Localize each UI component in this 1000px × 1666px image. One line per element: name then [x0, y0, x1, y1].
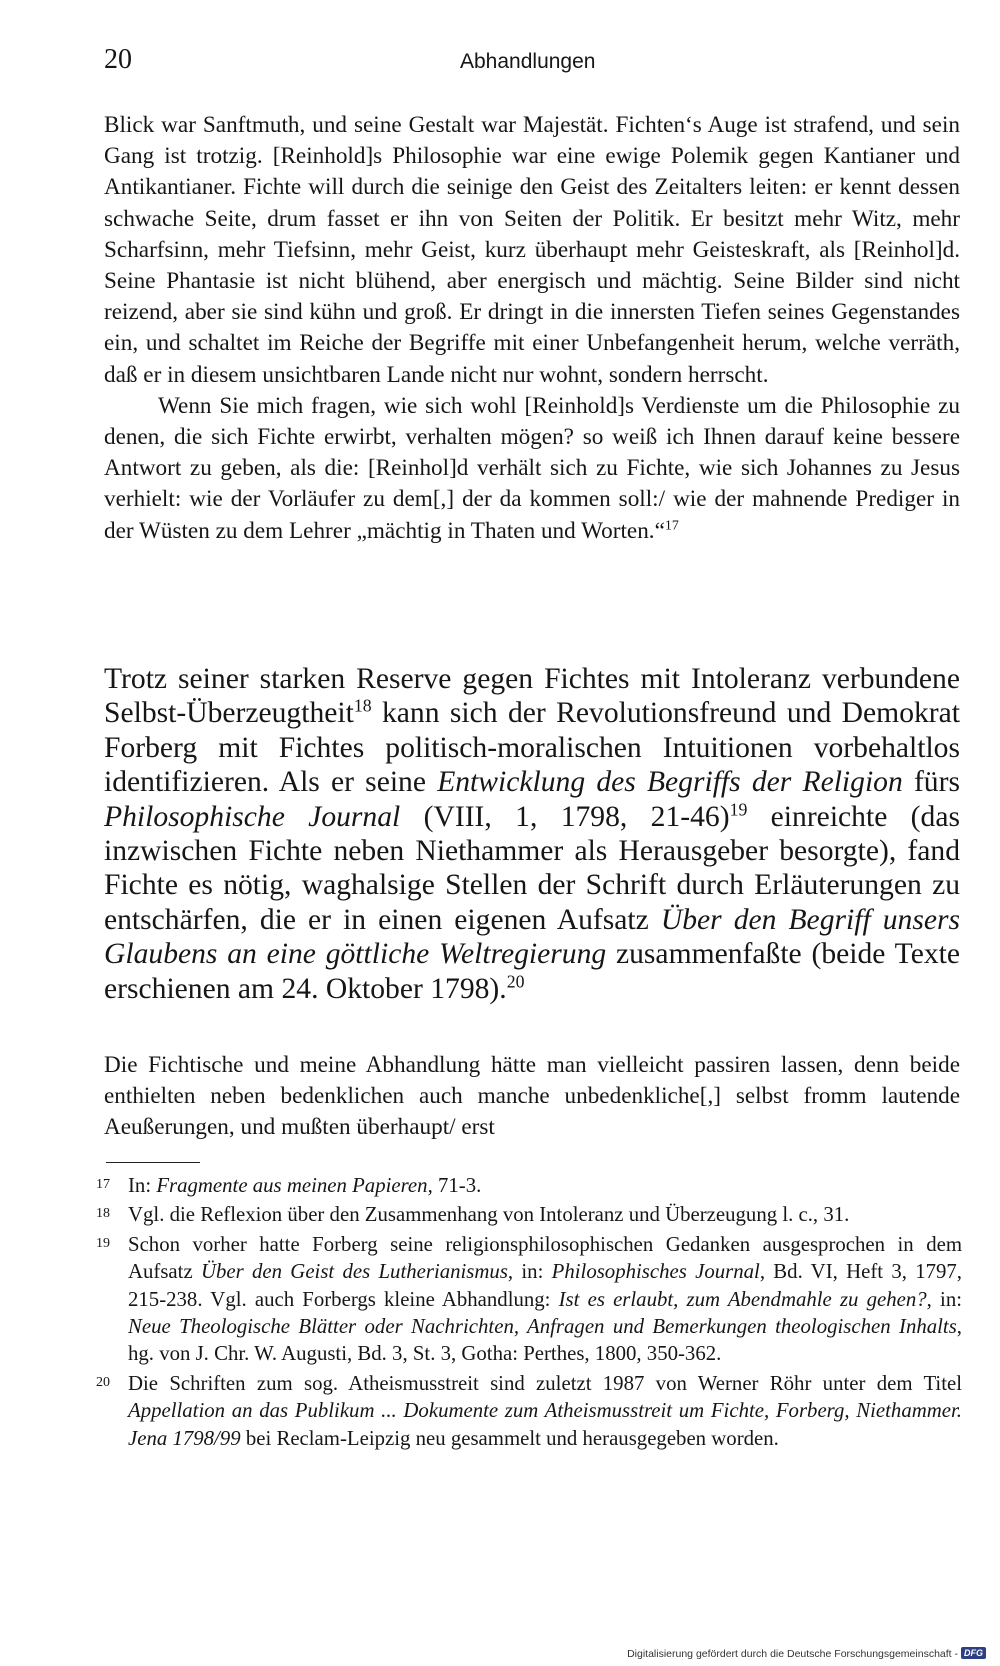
text-run: Vgl. die Reflexion über den Zusammenhang von Intoleranz und Überzeugung l. c., 31.: [128, 1203, 850, 1227]
text-run: , hg. von J. Chr. W. Augusti, Bd. 3, St. 3, Gotha: Perthes, 1800, 350-362.: [128, 1315, 962, 1366]
quote-text: Wenn Sie mich fragen, wie sich wohl [Reinhold]s Verdienste um die Philosophie zu denen, die sich Fichte erwirbt, verhalten mögen? so weiß ich Ihnen darauf keine bessere Antwort zu geben, als die: [Reinhol]d verhält sich zu Fichte, wie sich Johannes zu Jesus verhielt: wie der Vorläufer zu dem[,] der da kommen soll:/ wie der mahnende Prediger in der Wüsten zu dem Lehrer „mächtig in Thaten und Worten.“: [104, 392, 960, 544]
text-run: kann sich der Revolutionsfreund und Demokrat Forberg mit Fichtes politisch-moralischen Intuitionen vorbehaltlos identifizieren. Als er seine: [104, 697, 960, 799]
footnote-18: [96, 1201, 962, 1228]
text-run: (VIII, 1, 1798, 21-46): [400, 800, 730, 833]
text-run: bei Reclam-Leipzig neu gesammelt und herausgegeben worden.: [240, 1426, 779, 1450]
footnote-17: [96, 1172, 962, 1199]
work-title: Ist es erlaubt, zum Abendmahle zu gehen?: [558, 1287, 927, 1311]
work-title: Über den Begriff unsers Glaubens an eine göttliche Weltregierung: [104, 903, 961, 971]
work-title: Neue Theologische Blätter oder Nachrichten, Anfragen und Bemerkungen theologischen Inhalts: [128, 1315, 957, 1339]
quote-paragraph: [104, 391, 960, 547]
footnote-divider: [106, 1162, 200, 1163]
work-title: Entwicklung des Begriffs der Religion: [437, 766, 903, 799]
work-title: Fragmente aus meinen Papieren: [156, 1174, 428, 1197]
text-run: zusammenfaßte (beide Texte erschienen am 24. Oktober 1798).: [104, 938, 960, 1005]
footnote-ref: 20: [506, 971, 525, 992]
text-run: In:: [128, 1174, 157, 1197]
block-quote-2: [104, 1050, 960, 1144]
text-run: , in:: [926, 1287, 962, 1311]
page-number: 20: [104, 44, 132, 75]
footnote-ref: 17: [664, 518, 679, 534]
page-header: [104, 44, 964, 84]
text-run: Die Schriften zum sog. Atheismusstreit sind zuletzt 1987 von Werner Röhr unter dem Titel: [128, 1371, 962, 1395]
dfg-logo-icon: DFG: [961, 1647, 986, 1659]
footnote-19: [96, 1231, 962, 1368]
footnote-ref: 19: [729, 798, 748, 819]
text-run: Trotz seiner starken Reserve gegen Fichtes mit Intoleranz verbundene Selbst-Überzeugtheit: [104, 663, 960, 730]
credit-text: Digitalisierung gefördert durch die Deutsche Forschungsgemeinschaft -: [627, 1648, 958, 1660]
footnotes: [96, 1172, 962, 1454]
block-quote-1: [104, 110, 960, 547]
text-run: einreichte (das inzwischen Fichte neben Niethammer als Herausgeber besorgte), fand Fichte es nötig, waghalsige Stellen der Schrift durch Erläuterungen zu entschärfen, die er in einen eigenen Aufsatz: [104, 800, 960, 936]
footnote-number: 17: [96, 1177, 110, 1192]
work-title: Philosophische Journal: [104, 800, 401, 833]
text-run: , Bd. VI, Heft 3, 1797, 215-238. Vgl. auch Forbergs kleine Abhandlung:: [128, 1260, 963, 1311]
footnote-number: 20: [96, 1374, 110, 1390]
quote-paragraph: Blick war Sanftmuth, und seine Gestalt war Majestät. Fichten‘s Auge ist strafend, und sein Gang ist trotzig. [Reinhold]s Philosophie war eine ewige Polemik gegen Kantianer und Antikantianer. Fichte will durch die seinige den Geist des Zeitalters leiten: er kennt dessen schwache Seite, drum fasset er ihn von Seiten der Politik. Er besitzt mehr Witz, mehr Scharfsinn, mehr Tiefsinn, mehr Geist, kurz überhaupt mehr Geisteskraft, als [Reinhol]d. Seine Phantasie ist nicht blühend, aber energisch und mächtig. Seine Bilder sind nicht reizend, aber sie sind kühn und groß. Er dringt in die innersten Tiefen seines Gegenstandes ein, und schaltet im Reiche der Begriffe mit einer Unbefangenheit herum, welche verräth, daß er in diesem unsichtbaren Lande nicht nur wohnt, sondern herrscht.: [104, 112, 960, 388]
footnote-ref: 18: [353, 695, 372, 716]
text-run: fürs: [902, 766, 960, 799]
body-text: [104, 662, 960, 1006]
footnote-number: 19: [96, 1235, 110, 1251]
digitization-credit: [627, 1647, 986, 1660]
work-title: Über den Geist des Lutherianismus: [200, 1260, 508, 1284]
footnote-number: 18: [96, 1206, 110, 1222]
main-paragraph: [104, 662, 960, 1006]
running-head: Abhandlungen: [460, 50, 596, 73]
footnote-20: [96, 1370, 962, 1452]
text-run: , in:: [507, 1260, 552, 1284]
work-title: Appellation an das Publikum ... Dokumente zum Atheismusstreit um Fichte, Forberg, Niethammer. Jena 1798/99: [128, 1399, 962, 1450]
text-run: , 71-3.: [427, 1174, 482, 1197]
work-title: Philosophisches Journal: [551, 1260, 760, 1284]
text-run: Schon vorher hatte Forberg seine religionsphilosophischen Gedanken ausgesprochen in dem Aufsatz: [128, 1232, 962, 1284]
quote-paragraph: Die Fichtische und meine Abhandlung hätte man vielleicht passiren lassen, denn beide enthielten neben bedenklichen auch manche unbedenkliche[,] selbst fromm lautende Aeußerungen, und mußten überhaupt/ erst: [104, 1052, 960, 1141]
